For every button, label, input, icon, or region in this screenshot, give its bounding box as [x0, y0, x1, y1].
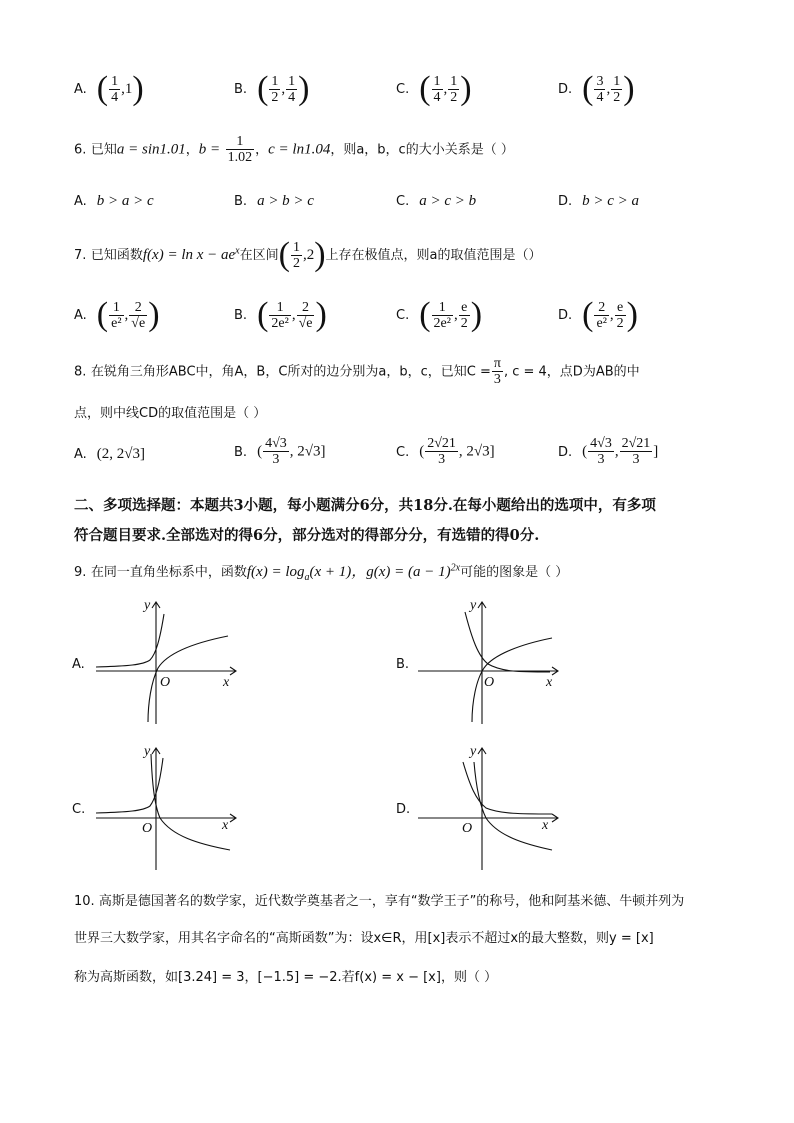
q9-graph-d-x-axis-label: x [542, 818, 549, 833]
q9-graph-c [88, 740, 248, 874]
q9-graph-c-label: C. [72, 802, 86, 817]
q5-option-a: A. ( $\frac{1}{4}$ ,1) [74, 70, 144, 107]
q9-graph-b-x-axis-label: x [546, 675, 553, 690]
q9-graph-a-origin-label: O [160, 675, 171, 690]
q6-option-a: A. b > a > c [74, 193, 154, 209]
q6-option-d: D. b > c > a [558, 193, 640, 209]
q8-option-c: C. ( $\frac{2√21}{3}$ , 2√3] [396, 436, 495, 467]
q7-option-c: C. ( $\frac{1}{\text{2e²}}$ , $\frac{e}{2}$ ) [396, 296, 483, 333]
q5-option-b: B. ( $\frac{1}{2}$ , $\frac{1}{4}$ ) [234, 70, 310, 107]
q6-option-b: B. a > b > c [234, 193, 314, 209]
q10-line3: 称为高斯函数，如[3.24] = 3，[−1.5] = −2.若f(x) = x − [x]，则（ ） [74, 970, 498, 985]
q9-graph-b [410, 594, 570, 728]
q7-stem: 7. 已知函数$f(x) = \ln x - ae^x$在区间( $\frac{1}{2}$ ,2)上存在极值点，则a的取值范围是（） [74, 236, 542, 273]
q8-option-d: D. ( $\frac{4√3}{3}$ , $\frac{2√21}{3}$ ] [558, 436, 659, 467]
q7-option-d: D. ( $\frac{2}{\text{e²}}$ , $\frac{e}{2}$ ) [558, 296, 638, 333]
q10-line2: 世界三大数学家，用其名字命名的“高斯函数”为：设x∈R，用[x]表示不超过x的最大整数，则y = [x] [74, 931, 654, 946]
q7-option-b: B. ( $\frac{1}{\text{2e²}}$ , $\frac{2}{√e}$ ) [234, 296, 327, 333]
q7-option-a: A. ( $\frac{1}{\text{e²}}$ , $\frac{2}{√e}$ ) [74, 296, 160, 333]
q8-stem-line2: 点，则中线CD的取值范围是（ ） [74, 406, 267, 421]
q8-stem-line1: 8. 在锐角三角形ABC中，角A，B，C所对的边分别为a，b，c，已知C = $\frac{\pi}{3}$ , c = 4，点D为AB的中 [74, 356, 640, 387]
q9-graph-a-label: A. [72, 657, 85, 672]
q9-graph-a [88, 594, 248, 728]
q6-stem: 6. 已知a = sin1.01，b = $\frac{1}{1.02}$ ，c = ln1.04，则a，b，c的大小关系是（ ） [74, 134, 514, 165]
q8-option-a: A. (2, 2√3] [74, 446, 146, 462]
section2-heading-line2: 符合题目要求.全部选对的得6分，部分选对的得部分分，有选错的得0分. [74, 527, 540, 544]
q9-graph-c-origin-label: O [142, 821, 153, 836]
q10-line1: 10. 高斯是德国著名的数学家，近代数学奠基者之一，享有“数学王子”的称号，他和阿基米德、牛顿并列为 [74, 894, 685, 909]
q9-graph-d [410, 740, 570, 874]
q9-graph-c-y-axis-label: y [144, 744, 151, 759]
q8-option-b: B. ( $\frac{4√3}{3}$ , 2√3] [234, 436, 326, 467]
q9-stem: 9. 在同一直角坐标系中，函数$f(x) = \log_a(x + 1)$，$g(x) = (a - 1)^{2x}$可能的图象是（ ） [74, 562, 569, 583]
q9-graph-d-label: D. [396, 802, 411, 817]
q9-graph-d-origin-label: O [462, 821, 473, 836]
q9-graph-b-origin-label: O [484, 675, 495, 690]
q9-graph-b-y-axis-label: y [470, 598, 477, 613]
q9-graph-a-x-axis-label: x [223, 675, 230, 690]
q9-graph-d-y-axis-label: y [470, 744, 477, 759]
q9-graph-a-y-axis-label: y [144, 598, 151, 613]
q9-graph-c-x-axis-label: x [222, 818, 229, 833]
section2-heading-line1: 二、多项选择题：本题共3小题，每小题满分6分，共18分.在每小题给出的选项中，有多项 [74, 497, 656, 514]
q5-option-d: D. ( $\frac{3}{4}$ , $\frac{1}{2}$ ) [558, 70, 635, 107]
q9-graph-b-label: B. [396, 657, 410, 672]
q5-option-c: C. ( $\frac{1}{4}$ , $\frac{1}{2}$ ) [396, 70, 472, 107]
q6-option-c: C. a > c > b [396, 193, 477, 209]
